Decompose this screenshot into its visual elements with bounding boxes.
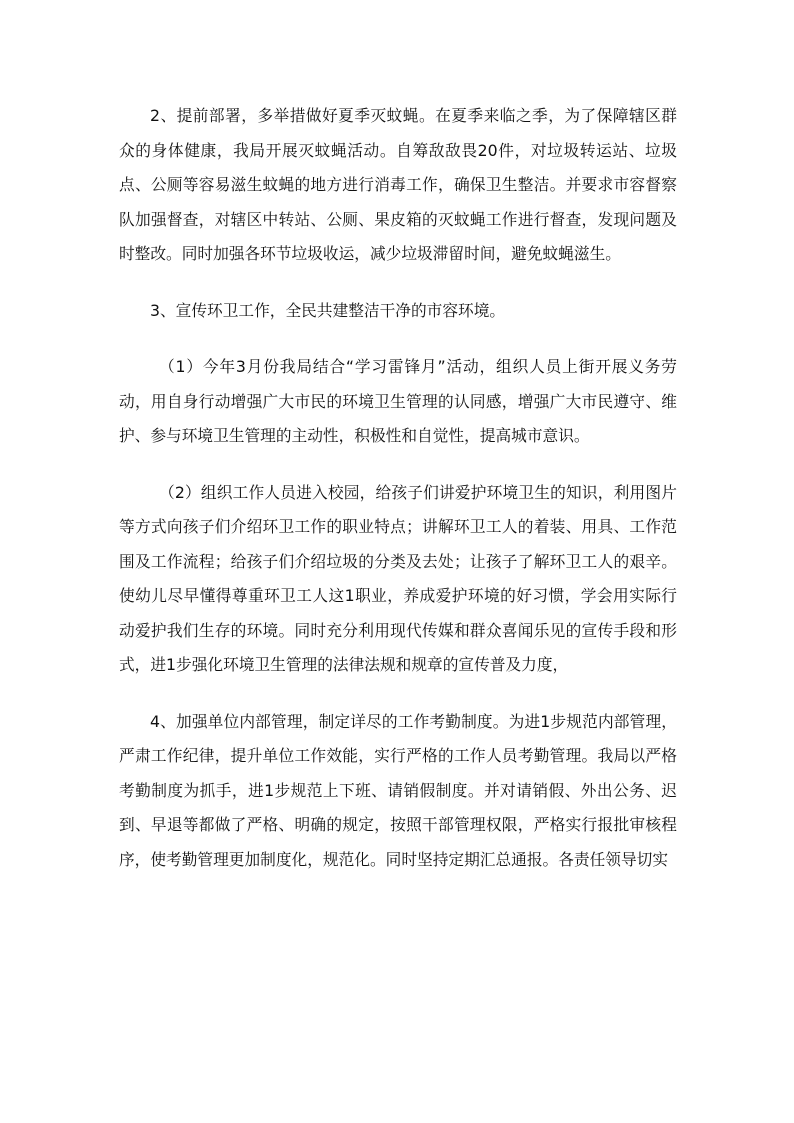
paragraph-internal-management: 4、加强单位内部管理，制定详尽的工作考勤制度。为进1步规范内部管理，严肃工作纪律，提升单位工作效能，实行严格的工作人员考勤管理。我局以严格考勤制度为抓手，进1步规范上下班、请销假制度。并对请销假、外出公务、迟到、早退等都做了严格、明确的规定，按照干部管理权限，严格实行报批审核程序，使考勤管理更加制度化，规范化。同时坚持定期汇总通报。各责任领导切实 [119,711,677,869]
paragraph-gap [119,328,677,350]
paragraph-summer-mosquito-control: 2、提前部署，多举措做好夏季灭蚊蝇。在夏季来临之季，为了保障辖区群众的身体健康，我局开展灭蚊蝇活动。自筹敌敌畏20件，对垃圾转运站、垃圾点、公厕等容易滋生蚊蝇的地方进行消毒工作，确保卫生整洁。并要求市容督察队加强督查，对辖区中转站、公厕、果皮箱的灭蚊蝇工作进行督查，发现问题及时整改。同时加强各环节垃圾收运，减少垃圾滞留时间，避免蚊蝇滋生。 [119,106,677,263]
paragraph-gap [119,454,677,476]
paragraph-gap [119,272,677,294]
paragraph-gap [119,683,677,705]
paragraph-sanitation-publicity-heading: 3、宣传环卫工作，全民共建整洁干净的市容环境。 [150,300,506,320]
paragraph-volunteer-activity: （1）今年3月份我局结合“学习雷锋月”活动，组织人员上街开展义务劳动，用自身行动增强广大市民的环境卫生管理的认同感，增强广大市民遵守、维护、参与环境卫生管理的主动性，积极性和自觉性，提高城市意识。 [119,357,677,445]
document-body [119,99,677,877]
paragraph-school-education: （2）组织工作人员进入校园，给孩子们讲爱护环境卫生的知识，利用图片等方式向孩子们介绍环卫工作的职业特点；讲解环卫工人的着装、用具、工作范围及工作流程；给孩子们介绍垃圾的分类及去处；让孩子了解环卫工人的艰辛。使幼儿尽早懂得尊重环卫工人这1职业，养成爱护环境的好习惯，学会用实际行动爱护我们生存的环境。同时充分利用现代传媒和群众喜闻乐见的宣传手段和形式，进1步强化环境卫生管理的法律法规和规章的宣传普及力度， [119,482,677,674]
